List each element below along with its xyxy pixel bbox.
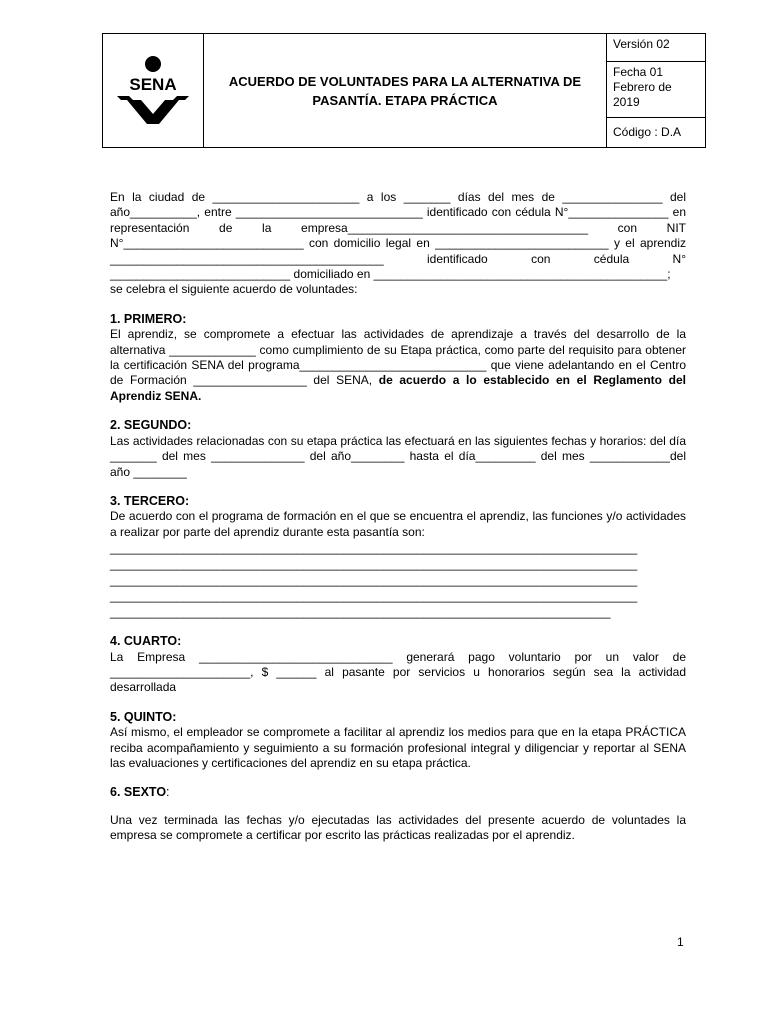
section-3-line-3: _______________________________________________________________________________: [110, 573, 638, 588]
section-3-text: De acuerdo con el programa de formación en el que se encuentra el aprendiz, las funciones y/o actividades a realizar por parte del aprendiz durante esta pasantía son:: [110, 509, 686, 539]
svg-text:SENA: SENA: [129, 75, 177, 94]
header-table: [102, 33, 706, 148]
section-3-line-2: _______________________________________________________________________________: [110, 557, 638, 572]
section-3-line-5: ___________________________________________________________________________: [110, 605, 611, 620]
section-3-line-1: _______________________________________________________________________________: [110, 541, 638, 556]
section-4-text: La Empresa _____________________________ generará pago voluntario por un valor de _____________________, $ ______ al pasante por servicios u honorarios según sea la actividad desarrollada: [110, 649, 686, 695]
section-6-title: 6. SEXTO:: [110, 785, 170, 800]
version-cell: Versión 02: [607, 34, 706, 62]
section-3-line-4: _______________________________________________________________________________: [110, 589, 638, 604]
date-cell: Fecha 01 Febrero de 2019: [607, 62, 706, 118]
section-1-title: 1. PRIMERO:: [110, 311, 187, 326]
section-5-text: Así mismo, el empleador se compromete a facilitar al aprendiz los medios para que en la etapa PRÁCTICA reciba acompañamiento y seguimiento a su formación profesional integral y diligenciar y reportar al SENA las evaluaciones y certificaciones del aprendiz en su etapa práctica.: [110, 725, 686, 770]
intro-closing: se celebra el siguiente acuerdo de voluntades:: [110, 282, 358, 297]
document-body: [110, 190, 686, 844]
logo-cell: [103, 34, 204, 148]
intro-paragraph: En la ciudad de ______________________ a los _______ días del mes de _______________ del año__________, entre ____________________________ identificado con cédula N°_______________ en representación de la empresa____________________________________ con NIT N°___________________________ con domicilio legal en __________________________ y el aprendiz _________________________________________ identificado con cédula N° ___________________________ domiciliado en ____________________________________________;: [110, 190, 686, 282]
section-3-title: 3. TERCERO:: [110, 493, 190, 508]
section-2-title: 2. SEGUNDO:: [110, 418, 192, 433]
section-1-text: El aprendiz, se compromete a efectuar las actividades de aprendizaje a través del desarrollo de la alternativa _____________ como cumplimiento de su Etapa práctica, como parte del requisito para obtener la certificación SENA del programa____________________________ que viene adelantando en el Centro de Formación _________________ del SENA, de acuerdo a lo establecido en el Reglamento del Aprendiz SENA.: [110, 327, 686, 403]
section-2-text: Las actividades relacionadas con su etapa práctica las efectuará en las siguientes fechas y horarios: del día _______ del mes ______________ del año________ hasta el día_________ del mes ____________del año ________: [110, 433, 686, 479]
sena-logo: [113, 50, 193, 130]
code-cell: Código : D.A: [607, 118, 706, 148]
page-number: 1: [677, 935, 684, 949]
section-4-title: 4. CUARTO:: [110, 634, 182, 649]
document-title: ACUERDO DE VOLUNTADES PARA LA ALTERNATIVA DE PASANTÍA. ETAPA PRÁCTICA: [204, 34, 607, 148]
section-5-title: 5. QUINTO:: [110, 709, 177, 724]
section-6-text: Una vez terminada las fechas y/o ejecutadas las actividades del presente acuerdo de voluntades la empresa se compromete a certificar por escrito las prácticas realizadas por el aprendiz.: [110, 812, 686, 843]
